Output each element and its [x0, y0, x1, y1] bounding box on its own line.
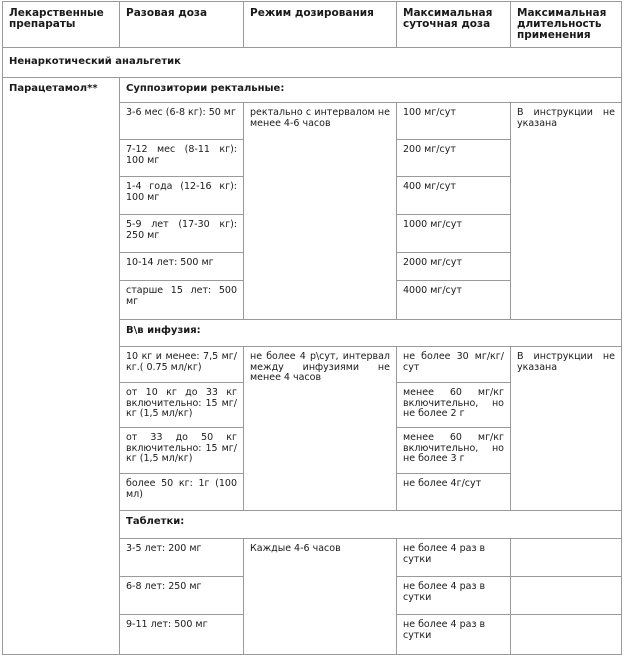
duration-cell: В инструкции не указана — [511, 347, 622, 511]
max-daily-cell: 400 мг/сут — [397, 177, 511, 215]
max-daily-cell: 200 мг/сут — [397, 140, 511, 177]
infusion-title: В\в инфузия: — [120, 320, 622, 347]
duration-cell: В инструкции не указана — [511, 103, 622, 320]
max-daily-cell: 4000 мг/сут — [397, 281, 511, 320]
max-daily-cell: менее 60 мг/кг включительно, но не более 3 г — [397, 428, 511, 474]
dose-cell: 1-4 года (12-16 кг): 100 мг — [120, 177, 244, 215]
dose-cell: более 50 кг: 1г (100 мл) — [120, 474, 244, 511]
dose-cell: от 10 кг до 33 кг включительно: 15 мг/кг (1,5 мл/кг) — [120, 383, 244, 428]
dose-cell: от 33 до 50 кг включительно: 15 мг/кг (1,5 мл/кг) — [120, 428, 244, 474]
dose-cell: старше 15 лет: 500 мг — [120, 281, 244, 320]
max-daily-cell: менее 60 мг/кг включительно, но не более 2 г — [397, 383, 511, 428]
dose-cell: 7-12 мес (8-11 кг): 100 мг — [120, 140, 244, 177]
header-max-daily: Максимальная суточная доза — [397, 2, 511, 48]
header-drugs: Лекарственные препараты — [3, 2, 120, 48]
header-single-dose: Разовая доза — [120, 2, 244, 48]
header-max-duration: Максимальная длительность применения — [511, 2, 622, 48]
max-daily-cell: 2000 мг/сут — [397, 253, 511, 281]
regimen-cell: Каждые 4-6 часов — [244, 539, 397, 655]
max-daily-cell: не более 4г/сут — [397, 474, 511, 511]
header-regimen: Режим дозирования — [244, 2, 397, 48]
max-daily-cell: не более 4 раз в сутки — [397, 577, 511, 615]
drug-name: Парацетамол** — [3, 78, 120, 655]
dose-cell: 10 кг и менее: 7,5 мг/кг.( 0.75 мл/кг) — [120, 347, 244, 383]
max-daily-cell: 1000 мг/сут — [397, 215, 511, 253]
duration-cell — [511, 539, 622, 577]
dose-cell: 6-8 лет: 250 мг — [120, 577, 244, 615]
max-daily-cell: не более 4 раз в сутки — [397, 615, 511, 655]
max-daily-cell: не более 30 мг/кг/сут — [397, 347, 511, 383]
header-row — [3, 2, 622, 48]
max-daily-cell: 100 мг/сут — [397, 103, 511, 140]
suppositories-title-row — [3, 78, 622, 103]
dose-cell: 5-9 лет (17-30 кг): 250 мг — [120, 215, 244, 253]
regimen-cell: ректально с интервалом не менее 4-6 часов — [244, 103, 397, 320]
dose-cell: 3-5 лет: 200 мг — [120, 539, 244, 577]
dosage-table — [2, 1, 622, 655]
dose-cell: 3-6 мес (6-8 кг): 50 мг — [120, 103, 244, 140]
section-title: Ненаркотический анальгетик — [3, 48, 622, 78]
suppositories-title: Суппозитории ректальные: — [120, 78, 622, 103]
regimen-cell: не более 4 р\сут, интервал между инфузиями не менее 4 часов — [244, 347, 397, 511]
tablets-title: Таблетки: — [120, 511, 622, 539]
max-daily-cell: не более 4 раз в сутки — [397, 539, 511, 577]
duration-cell — [511, 577, 622, 615]
dose-cell: 10-14 лет: 500 мг — [120, 253, 244, 281]
section-row — [3, 48, 622, 78]
dose-cell: 9-11 лет: 500 мг — [120, 615, 244, 655]
